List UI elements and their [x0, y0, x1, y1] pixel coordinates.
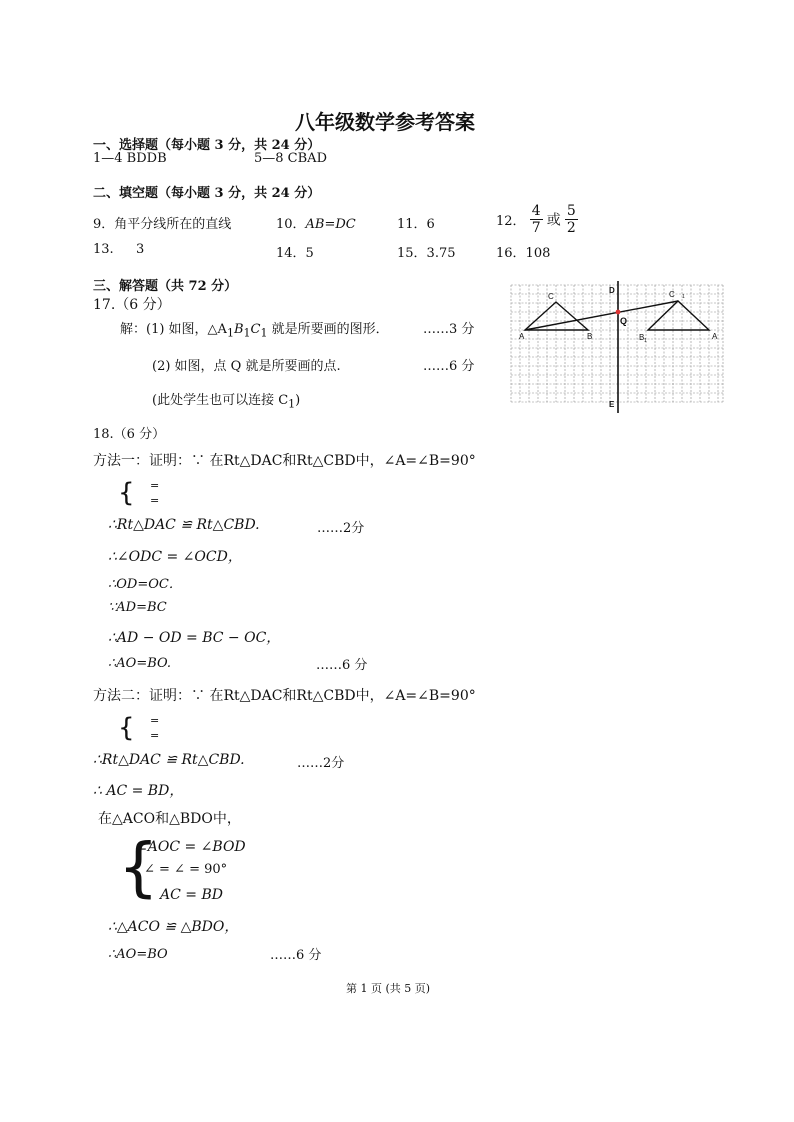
q11-answer: 11．6	[397, 217, 435, 232]
q16-answer: 16．108	[496, 246, 551, 261]
method2-step4: ∴△ACO ≌ △BDO，	[108, 919, 239, 935]
q13-number: 13.	[93, 242, 114, 257]
q12-number: 12．	[496, 214, 526, 229]
section1-heading: 一、选择题（每小题 3 分，共 24 分）	[93, 138, 321, 153]
q10-answer	[276, 213, 356, 232]
method1-intro: 方法一：证明：∵ 在Rt△DAC和Rt△CBD中，∠A=∠B=90°	[93, 453, 476, 469]
method2-step1-score: ……2分	[297, 756, 345, 771]
q12-fraction-1	[530, 203, 543, 236]
method2-brace: {	[118, 713, 135, 743]
method1-step6: ∴AO=BO.	[108, 656, 172, 671]
q10-number: 10．	[276, 217, 306, 232]
grid-figure	[508, 281, 726, 413]
method2-step2: ∴ AC = BD，	[93, 783, 184, 799]
method1-step2: ∴∠ODC = ∠OCD，	[108, 549, 242, 565]
q14-answer: 14．5	[276, 246, 314, 261]
method1-eq2: =	[150, 494, 160, 507]
q12-f1-numerator: 4	[531, 203, 541, 219]
label-b: B	[587, 332, 593, 341]
method1-eq1: =	[150, 479, 160, 492]
q17-l1-post: 就是所要画的图形．	[267, 322, 389, 337]
label-c1: C	[669, 290, 675, 299]
q17-l1-sub1: 1	[226, 326, 234, 340]
q17-line3	[152, 389, 300, 411]
q10-value: AB=DC	[305, 217, 356, 232]
line-a-c1	[525, 301, 678, 330]
method2-step3: 在△ACO和△BDO中，	[98, 811, 241, 827]
q17-l1-sub2: 1	[243, 326, 251, 340]
q17-heading: 17.（6 分）	[93, 297, 171, 313]
q17-l3-post: )	[295, 393, 301, 408]
q12-fraction-2	[565, 203, 578, 236]
method2-case2: ∠ = ∠ = 90°	[144, 862, 228, 877]
method1-step6-score: ……6 分	[316, 658, 368, 673]
q17-l1-sub3: 1	[260, 326, 268, 340]
section3-heading: 三、解答题（共 72 分）	[93, 279, 238, 294]
label-d: D	[609, 286, 615, 295]
q12-f1-denominator: 7	[531, 220, 541, 236]
q17-score2: ……6 分	[423, 359, 475, 374]
q17-l1-b: B	[233, 322, 244, 337]
point-q	[616, 310, 621, 315]
method1-step1-score: ……2分	[317, 521, 365, 536]
method1-step5: ∴AD − OD = BC − OC，	[108, 630, 281, 646]
q12-or: 或	[546, 212, 561, 229]
q15-answer: 15．3.75	[397, 246, 456, 261]
method2-eq2: =	[150, 729, 160, 742]
label-c: C	[548, 292, 554, 301]
q12-f2-denominator: 2	[566, 220, 576, 236]
q17-l3-sub: 1	[288, 397, 296, 411]
method1-step4: ∵AD=BC	[108, 600, 167, 615]
method2-step5: ∴AO=BO	[108, 947, 168, 962]
q9-answer: 9．角平分线所在的直线	[93, 217, 232, 232]
q17-l3-pre: (此处学生也可以连接 C	[152, 393, 289, 408]
section2-heading: 二、填空题（每小题 3 分，共 24 分）	[93, 186, 321, 201]
triangle-abc	[525, 302, 588, 330]
label-b1-sub: 1	[644, 338, 647, 344]
label-e: E	[609, 400, 615, 409]
method2-case-brace: {	[118, 831, 159, 905]
label-a: A	[519, 332, 525, 341]
grid-lines	[511, 285, 723, 402]
section1-answers-a: 1—4 BDDB	[93, 151, 167, 166]
label-a1: A	[712, 332, 718, 341]
method1-step3: ∴OD=OC．	[108, 577, 182, 592]
page-title: 八年级数学参考答案	[295, 110, 475, 134]
label-b1: B	[639, 333, 645, 342]
q17-l1-c: C	[250, 322, 261, 337]
method2-case3: AC = BD	[160, 887, 223, 903]
q17-line2: (2) 如图，点 Q 就是所要画的点.	[152, 359, 341, 374]
q18-heading: 18.（6 分）	[93, 427, 166, 442]
method2-step1: ∴Rt△DAC ≌ Rt△CBD.	[93, 752, 245, 768]
label-c1-sub: 1	[682, 294, 685, 300]
method1-step1: ∴Rt△DAC ≌ Rt△CBD.	[108, 517, 260, 533]
page-footer: 第 1 页 (共 5 页)	[346, 982, 431, 995]
label-q: Q	[620, 316, 628, 326]
section1-answers-b: 5—8 CBAD	[254, 151, 327, 166]
q12-f2-numerator: 5	[566, 203, 576, 219]
q17-l1-pre: 解：(1) 如图，△A	[120, 322, 227, 337]
q17-score1: ……3 分	[423, 322, 475, 337]
q17-line1	[120, 318, 389, 340]
method2-step5-score: ……6 分	[270, 948, 322, 963]
method1-brace: {	[118, 478, 135, 508]
method2-case1: ∠AOC = ∠BOD	[136, 839, 246, 855]
q12-answer	[496, 203, 578, 236]
method2-intro: 方法二：证明：∵ 在Rt△DAC和Rt△CBD中，∠A=∠B=90°	[93, 688, 476, 704]
method2-eq1: =	[150, 714, 160, 727]
q13-value: 3	[136, 242, 145, 257]
